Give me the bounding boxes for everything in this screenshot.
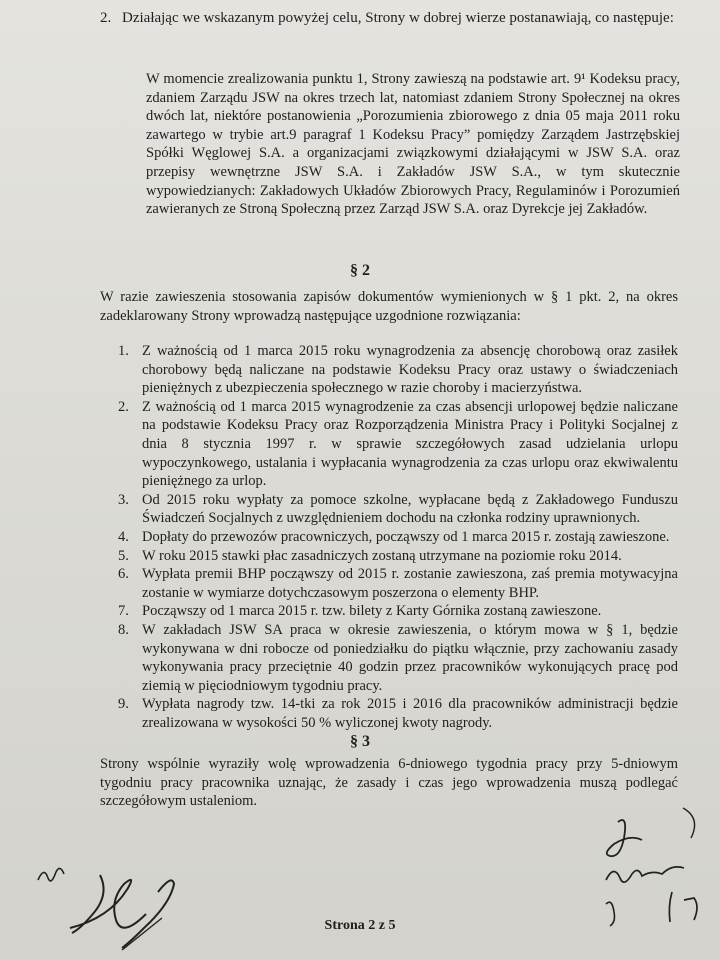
list-item: 5. W roku 2015 stawki płac zasadniczych zostaną utrzymane na poziomie roku 2014. [118,547,622,564]
list-item: 2. Z ważnością od 1 marca 2015 wynagrodzenie za czas absencji urlopowej będzie naliczane na podstawie Kodeksu Pracy oraz Rozporządzenia Ministra Pracy i Polityki Socjalnej z dnia 8 stycznia 1997 r. w sprawie szczegółowych zasad udzielania urlopu wypoczynkowego, ustalania i wypłacania wynagrodzenia za czas urlopu oraz ekwiwalentu pieniężnego za urlop. [118,398,678,490]
signature-left [30,850,220,955]
list-item: 6. Wypłata premii BHP począwszy od 2015 r. zostanie zawieszona, zaś premia motywacyjna zostanie w wymiarze dotychczasowym poszerzona o elementy BHP. [118,566,678,601]
signature-right [588,800,716,930]
section1-point2-heading [100,8,682,28]
list-item: 4. Dopłaty do przewozów pracowniczych, począwszy od 1 marca 2015 r. zostają zawieszone. [118,528,670,545]
section2-list [118,342,678,732]
list-item: 9. Wypłata nagrody tzw. 14-tki za rok 2015 i 2016 dla pracowników administracji będzie zrealizowana w wysokości 50 % wyliczonej kwoty nagrody. [118,696,678,731]
point-heading-text: Działając we wskazanym powyżej celu, Strony w dobrej wierze postanawiają, co następuje: [122,10,674,26]
list-item: 8. W zakładach JSW SA praca w okresie zawieszenia, o którym mowa w § 1, będzie wykonywana w dni robocze od poniedziałku do piątku włącznie, przy zachowaniu zasady wykonywania pracy przeciętnie 40 godzin przez pracowników wykonujących pracę pod ziemią w pięciodniowym tygodniu pracy. [118,621,678,694]
section2-intro: W razie zawieszenia stosowania zapisów dokumentów wymienionych w § 1 pkt. 2, na okres zadeklarowany Strony wprowadzą następujące uzgodnione rozwiązania: [100,289,678,324]
list-item: 3. Od 2015 roku wypłaty za pomoce szkolne, wypłacane będą z Zakładowego Funduszu Świadczeń Socjalnych z uwzględnieniem dochodu na członka rodziny uprawnionych. [118,491,678,527]
list-item: 7. Począwszy od 1 marca 2015 r. tzw. bilety z Karty Górnika zostaną zawieszone. [118,603,602,620]
section3-heading: § 3 [350,733,370,750]
section3-body: Strony wspólnie wyraziły wolę wprowadzenia 6-dniowego tygodnia pracy przy 5-dniowym tygodniu pracy pracownika uznając, że zasady i czas jego wprowadzenia muszą podlegać szczegółowym ustaleniom. [100,756,678,810]
section2-heading: § 2 [350,262,370,279]
point-number: 2. [100,10,112,26]
page-number: Strona 2 z 5 [324,918,396,933]
list-item: 1. Z ważnością od 1 marca 2015 roku wynagrodzenia za absencję chorobową oraz zasiłek chorobowy będą naliczane na podstawie Kodeksu Pracy oraz ustawy o świadczeniach pieniężnych z ubezpieczenia społecznego w razie choroby i macierzyństwa. [118,343,678,397]
section1-point2-body: W momencie zrealizowania punktu 1, Strony zawieszą na podstawie art. 9¹ Kodeksu pracy, zdaniem Zarządu JSW na okres trzech lat, natomiast zdaniem Strony Społecznej na okres dwóch lat, niektóre postanowienia „Porozumienia zbiorowego z dnia 05 maja 2011 roku zawartego w trybie art.9 paragraf 1 Kodeksu Pracy” pomiędzy Zarządem Jastrzębskiej Spółki Węglowej S.A. a organizacjami związkowymi działającymi w JSW S.A. oraz przepisy wewnętrzne JSW S.A. i Zakładów JSW S.A., w tym skutecznie wypowiedzianych: Zakładowych Układów Zbiorowych Pracy, Regulaminów i Porozumień zawieranych ze Stroną Społeczną przez Zarząd JSW S.A. oraz Dyrekcje jej Zakładów. [146,71,680,218]
